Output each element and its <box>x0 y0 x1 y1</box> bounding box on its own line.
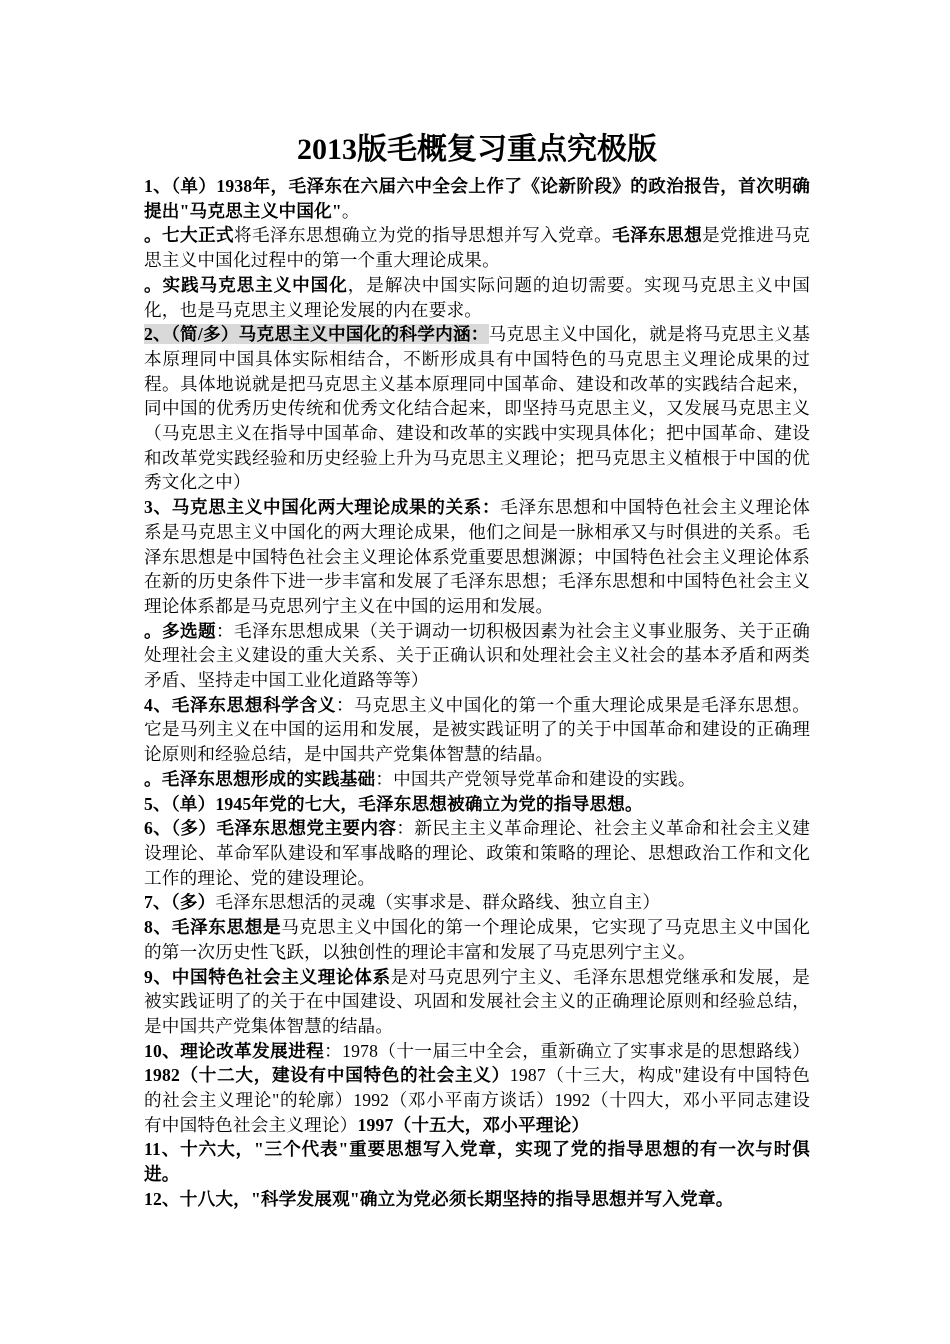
body-text: 毛泽东思想和中国特色社会主义理论体系是马克思主义中国化的两大理论成果，他们之间是一脉相承又与时俱进的关系。毛泽东思想是中国特色社会主义理论体系党重要思想渊源；中国特色社会主义理论体系在新的历史条件下进一步丰富和发展了毛泽东思想；毛泽东思想和中国特色社会主义理论体系都是马克思列宁主义在中国的运用和发展。 <box>144 497 810 616</box>
paragraph-1 <box>144 174 810 223</box>
body-text: 马克思主义中国化的第一个理论成果，它实现了马克思主义中国化的第一次历史性飞跃，以独创性的理论丰富和发展了马克思列宁主义。 <box>144 917 810 962</box>
paragraph-1a <box>144 223 810 272</box>
paragraph-8 <box>144 915 810 964</box>
body-text: 是对马克思列宁主义、毛泽东思想党继承和发展，是被实践证明了的关于在中国建设、巩固和发展社会主义的正确理论原则和经验总结，是中国共产党集体智慧的结晶。 <box>144 966 810 1036</box>
paragraph-11 <box>144 1137 810 1186</box>
paragraph-12 <box>144 1187 810 1212</box>
bold-text: 1982（十二大，建设有中国特色的社会主义） <box>144 1065 510 1086</box>
body-text: ：新民主主义革命理论、社会主义革命和社会主义建设理论、革命军队建设和军事战略的理论、政策和策略的理论、思想政治工作和文化工作的理论、党的建设理论。 <box>144 818 810 888</box>
bold-text: 毛泽东思想 <box>612 225 703 246</box>
paragraph-10 <box>144 1039 810 1138</box>
bold-text: 12、十八大，"科学发展观"确立为党必须长期坚持的指导思想并写入党章。 <box>144 1188 734 1209</box>
bold-text: 3、马克思主义中国化两大理论成果的关系： <box>144 497 501 518</box>
bold-text: 10、理论改革发展进程 <box>144 1040 325 1061</box>
bold-text: 。多选题 <box>144 620 217 641</box>
paragraph-1b <box>144 273 810 322</box>
bold-text: 1、（单）1938年，毛泽东在六届六中全会上作了《论新阶段》的政治报告，首次明确提出"马克思主义中国化" <box>144 176 810 221</box>
body-text: 毛泽东思想活的灵魂（实事求是、群众路线、独立自主） <box>215 892 661 913</box>
body-text: ：马克思主义中国化的第一个重大理论成果是毛泽东思想。它是马列主义在中国的运用和发展，是被实践证明了的关于中国革命和建设的正确理论原则和经验总结，是中国共产党集体智慧的结晶。 <box>144 694 811 765</box>
paragraph-4 <box>144 693 810 767</box>
body-text: 将毛泽东思想确立为党的指导思想并写入党章。 <box>234 225 613 246</box>
body-text: 1987（十三大，构成"建设有中国特色的社会主义理论"的轮廓）1992（邓小平南方谈话）1992（十四大，邓小平同志建设有中国特色社会主义理论） <box>144 1065 811 1135</box>
paragraph-3a <box>144 619 810 693</box>
bold-text: 。毛泽东思想形成的实践基础 <box>144 768 376 789</box>
paragraph-2 <box>144 322 810 495</box>
paragraph-6 <box>144 816 810 890</box>
bold-text: 8、毛泽东思想是 <box>144 917 282 938</box>
bold-text: 9、中国特色社会主义理论体系 <box>144 966 391 987</box>
bold-text: 。七大正式 <box>144 225 235 246</box>
body-text: ，是解决中国实际问题的迫切需要。实现马克思主义中国化，也是马克思主义理论发展的内在要求。 <box>144 274 810 320</box>
bold-text: 11、十六大，"三个代表"重要思想写入党章，实现了党的指导思想的有一次与时俱进。 <box>144 1139 810 1185</box>
body-text: ：中国共产党领导党革命和建设的实践。 <box>375 768 696 789</box>
bold-text: 4、毛泽东思想科学含义 <box>144 694 336 715</box>
highlighted-heading: 2、（简/多）马克思主义中国化的科学内涵： <box>144 324 489 345</box>
body-text: 马克思主义中国化，就是将马克思主义基本原理同中国具体实际相结合，不断形成具有中国特色的马克思主义理论成果的过程。具体地说就是把马克思主义基本原理同中国革命、建设和改革的实践结合起来，同中国的优秀历史传统和优秀文化结合起来，即坚持马克思主义，又发展马克思主义（马克思主义在指导中国革命、建设和改革的实践中实现具体化；把中国革命、建设和改革党实践经验和历史经验上升为马克思主义理论；把马克思主义植根于中国的优秀文化之中） <box>144 324 810 493</box>
bold-text: 6、（多）毛泽东思想党主要内容 <box>144 818 397 839</box>
bold-text: 7、（多） <box>144 892 216 913</box>
bold-text: 。实践马克思主义中国化 <box>144 274 348 295</box>
paragraph-9 <box>144 965 810 1039</box>
body-text: ：1978（十一届三中全会，重新确立了实事求是的思想路线） <box>324 1040 811 1061</box>
paragraph-4a <box>144 767 810 792</box>
bold-text: 1997（十五大，邓小平理论） <box>357 1114 590 1135</box>
bold-text: 5、（单）1945年党的七大，毛泽东思想被确立为党的指导思想。 <box>144 793 643 814</box>
paragraph-7 <box>144 890 810 915</box>
paragraph-5 <box>144 792 810 817</box>
document-page <box>144 128 810 1212</box>
body-text: 是党推进马克思主义中国化过程中的第一个重大理论成果。 <box>144 225 810 271</box>
document-title: 2013版毛概复习重点究极版 <box>297 133 657 166</box>
paragraph-3 <box>144 495 810 619</box>
body-text: ：毛泽东思想成果（关于调动一切积极因素为社会主义事业服务、关于正确处理社会主义建设的重大关系、关于正确认识和处理社会主义社会的基本矛盾和两类矛盾、坚持走中国工业化道路等等） <box>144 620 810 691</box>
body-text: 。 <box>341 200 360 221</box>
